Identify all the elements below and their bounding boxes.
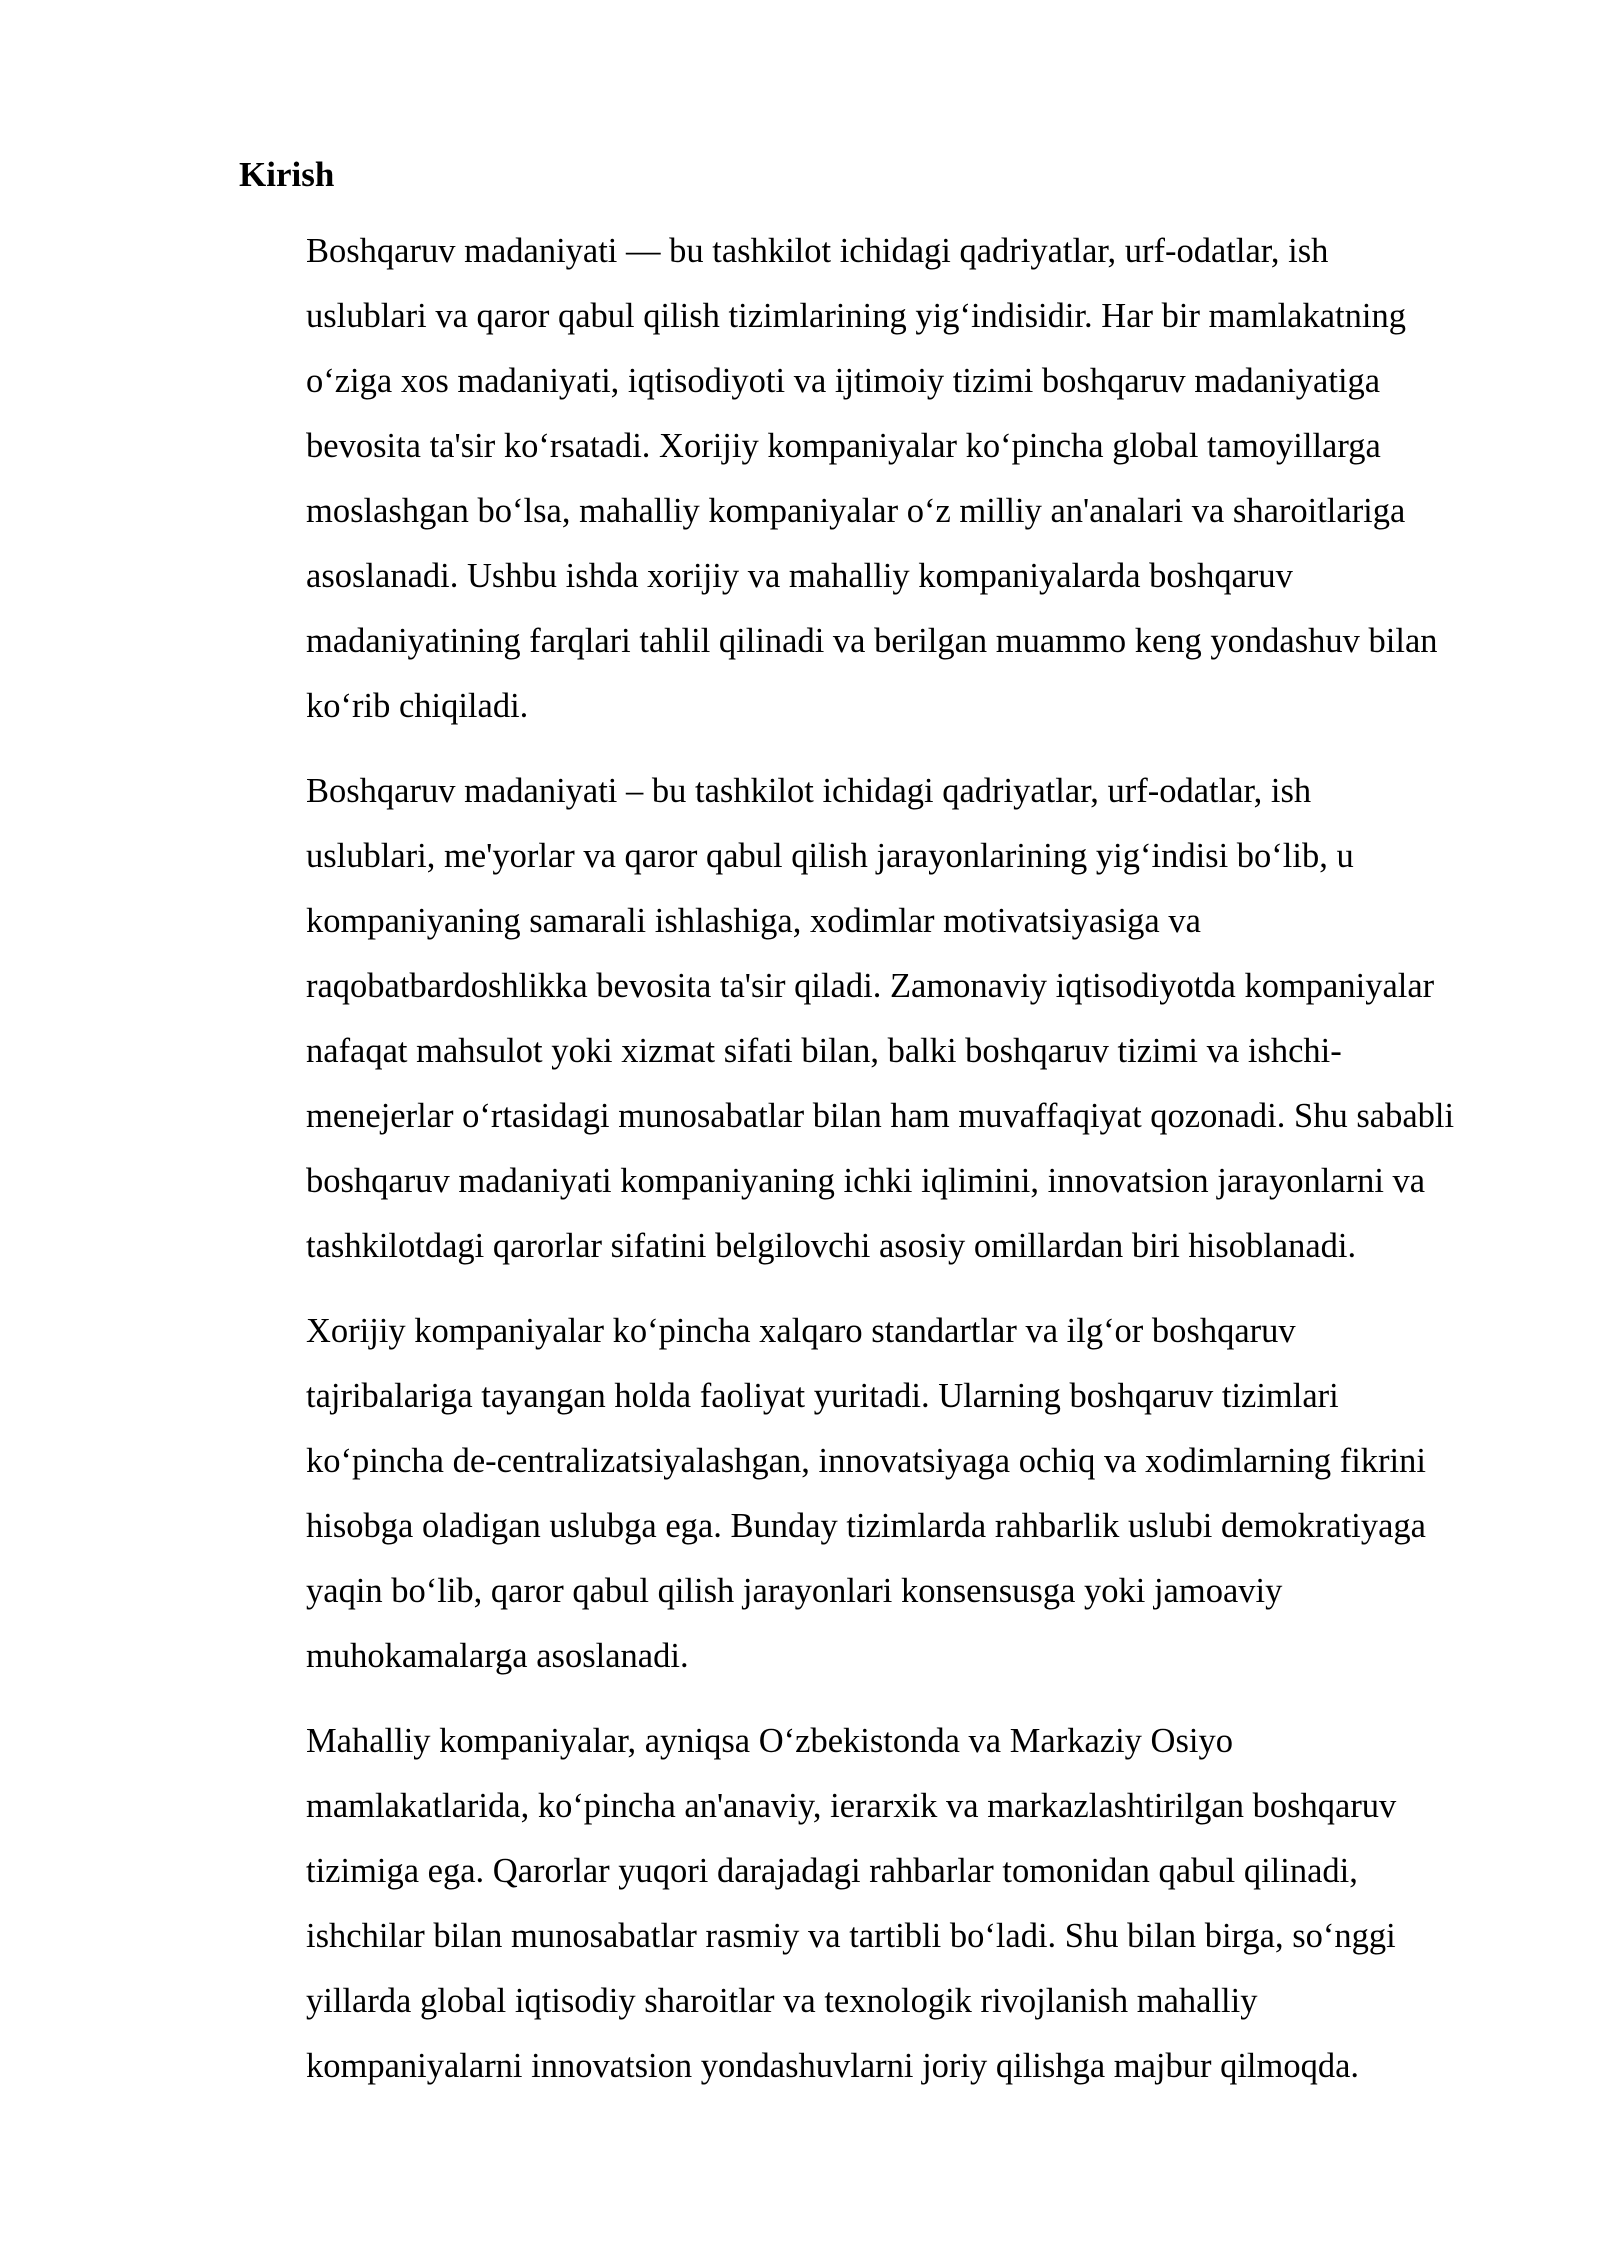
paragraph-line: moslashgan bo‘lsa, mahalliy kompaniyalar o‘z milliy an'analari va sharoitlariga: [306, 492, 1406, 530]
paragraph-line: madaniyatining farqlari tahlil qilinadi va berilgan muammo keng yondashuv bilan: [306, 622, 1438, 660]
paragraph-line: ishchilar bilan munosabatlar rasmiy va tartibli bo‘ladi. Shu bilan birga, so‘nggi: [306, 1917, 1396, 1955]
paragraph-line: tajribalariga tayangan holda faoliyat yuritadi. Ularning boshqaruv tizimlari: [306, 1377, 1339, 1415]
paragraph-line: asoslanadi. Ushbu ishda xorijiy va mahalliy kompaniyalarda boshqaruv: [306, 557, 1293, 595]
paragraph-line: bevosita ta'sir ko‘rsatadi. Xorijiy kompaniyalar ko‘pincha global tamoyillarga: [306, 427, 1381, 465]
paragraph-list: [229, 219, 1519, 2099]
body-paragraph: [229, 219, 1519, 739]
paragraph-line: muhokamalarga asoslanadi.: [306, 1637, 689, 1675]
paragraph-line: Mahalliy kompaniyalar, ayniqsa O‘zbekistonda va Markaziy Osiyo: [306, 1722, 1233, 1760]
document-body: [229, 145, 1519, 2099]
paragraph-line: yillarda global iqtisodiy sharoitlar va texnologik rivojlanish mahalliy: [306, 1982, 1258, 2020]
paragraph-line: kompaniyaning samarali ishlashiga, xodimlar motivatsiyasiga va: [306, 902, 1201, 940]
paragraph-line: boshqaruv madaniyati kompaniyaning ichki iqlimini, innovatsion jarayonlarni va: [306, 1162, 1426, 1200]
paragraph-line: hisobga oladigan uslubga ega. Bunday tizimlarda rahbarlik uslubi demokratiyaga: [306, 1507, 1426, 1545]
paragraph-line: kompaniyalarni innovatsion yondashuvlarni joriy qilishga majbur qilmoqda.: [306, 2047, 1360, 2085]
paragraph-line: nafaqat mahsulot yoki xizmat sifati bilan, balki boshqaruv tizimi va ishchi-: [306, 1032, 1342, 1070]
body-paragraph: [229, 1709, 1519, 2099]
paragraph-line: uslublari, me'yorlar va qaror qabul qilish jarayonlarining yig‘indisi bo‘lib, u: [306, 837, 1354, 875]
body-paragraph: [229, 1299, 1519, 1689]
paragraph-line: ko‘pincha de-centralizatsiyalashgan, innovatsiyaga ochiq va xodimlarning fikrini: [306, 1442, 1426, 1480]
paragraph-line: mamlakatlarida, ko‘pincha an'anaviy, ierarxik va markazlashtirilgan boshqaruv: [306, 1787, 1397, 1825]
paragraph-line: Boshqaruv madaniyati – bu tashkilot ichidagi qadriyatlar, urf-odatlar, ish: [306, 772, 1312, 810]
paragraph-line: Xorijiy kompaniyalar ko‘pincha xalqaro standartlar va ilg‘or boshqaruv: [306, 1312, 1296, 1350]
paragraph-line: ko‘rib chiqiladi.: [306, 687, 529, 725]
paragraph-line: tizimiga ega. Qarorlar yuqori darajadagi rahbarlar tomonidan qabul qilinadi,: [306, 1852, 1358, 1890]
body-paragraph: [229, 759, 1519, 1279]
paragraph-line: o‘ziga xos madaniyati, iqtisodiyoti va ijtimoiy tizimi boshqaruv madaniyatiga: [306, 362, 1381, 400]
paragraph-line: uslublari va qaror qabul qilish tizimlarining yig‘indisidir. Har bir mamlakatning: [306, 297, 1406, 335]
paragraph-line: menejerlar o‘rtasidagi munosabatlar bilan ham muvaffaqiyat qozonadi. Shu sababli: [306, 1097, 1455, 1135]
paragraph-line: yaqin bo‘lib, qaror qabul qilish jarayonlari konsensusga yoki jamoaviy: [306, 1572, 1283, 1610]
paragraph-line: tashkilotdagi qarorlar sifatini belgilovchi asosiy omillardan biri hisoblanadi.: [306, 1227, 1357, 1265]
paragraph-line: Boshqaruv madaniyati — bu tashkilot ichidagi qadriyatlar, urf-odatlar, ish: [306, 232, 1329, 270]
paragraph-line: raqobatbardoshlikka bevosita ta'sir qiladi. Zamonaviy iqtisodiyotda kompaniyalar: [306, 967, 1435, 1005]
section-heading: Kirish: [239, 155, 335, 194]
